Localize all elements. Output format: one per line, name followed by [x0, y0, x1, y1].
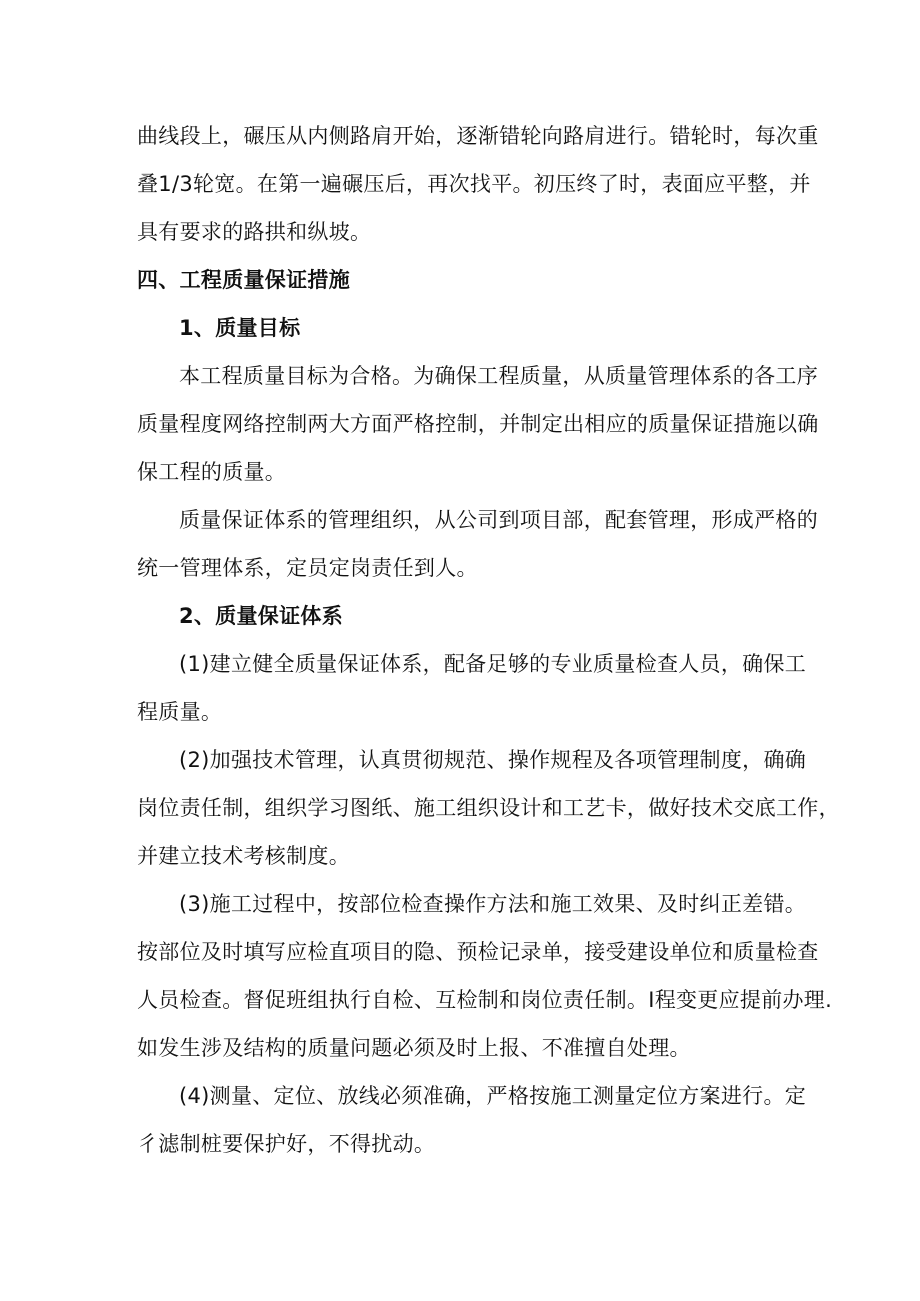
text-line: 并建立技术考核制度。	[137, 844, 350, 868]
text-line: 保工程的质量。	[137, 460, 287, 484]
paragraph-quality-goal	[137, 352, 819, 496]
subsection-heading-quality-goal: 1、质量目标	[179, 316, 301, 340]
paragraph-rolling	[137, 112, 819, 256]
list-item-2	[137, 736, 840, 880]
text-line: 叠1/3轮宽。在第一遍碾压后，再次找平。初压终了时，表面应平整，并	[137, 172, 811, 196]
text-line: 人员检查。督促班组执行自检、互检制和岗位责任制。I程变更应提前办理.	[137, 988, 833, 1012]
text-line: 质量程度网络控制两大方面严格控制，并制定出相应的质量保证措施以确	[137, 412, 819, 436]
list-item-4	[137, 1072, 807, 1168]
text-line: 按部位及时填写应检直项目的隐、预检记录单，接受建设单位和质量检查	[137, 940, 819, 964]
text-line: 质量保证体系的管理组织，从公司到项目部，配套管理，形成严格的	[179, 508, 818, 532]
list-item-1	[137, 640, 807, 736]
text-line: 彳滤制桩要保护好，不得扰动。	[137, 1132, 436, 1156]
text-line: 本工程质量目标为合格。为确保工程质量，从质量管理体系的各工序	[179, 364, 818, 388]
text-line: (2)加强技术管理，认真贯彻规范、操作规程及各项管理制度，确确	[179, 748, 807, 772]
text-line: (3)施工过程中，按部位检查操作方法和施工效果、及时纠正差错。	[179, 892, 807, 916]
text-line: 统一管理体系，定员定岗责任到人。	[137, 556, 478, 580]
text-line: 具有要求的路拱和纵坡。	[137, 220, 372, 244]
subsection-heading-quality-system: 2、质量保证体系	[179, 604, 344, 628]
document-body	[137, 112, 840, 1168]
text-line: 程质量。	[137, 700, 223, 724]
text-line: 岗位责任制，组织学习图纸、施工组织设计和工艺卡，做好技术交底工作，	[137, 796, 840, 820]
text-line: 如发生涉及结构的质量问题必须及时上报、不准擅自处理。	[137, 1036, 691, 1060]
text-line: (1)建立健全质量保证体系，配备足够的专业质量检查人员，确保工	[179, 652, 807, 676]
section-heading: 四、工程质量保证措施	[137, 268, 350, 292]
text-line: 曲线段上，碾压从内侧路肩开始，逐渐错轮向路肩进行。错轮时，每次重	[137, 124, 819, 148]
paragraph-quality-organization	[137, 496, 818, 592]
text-line: (4)测量、定位、放线必须准确，严格按施工测量定位方案进行。定	[179, 1084, 807, 1108]
list-item-3	[137, 880, 833, 1072]
